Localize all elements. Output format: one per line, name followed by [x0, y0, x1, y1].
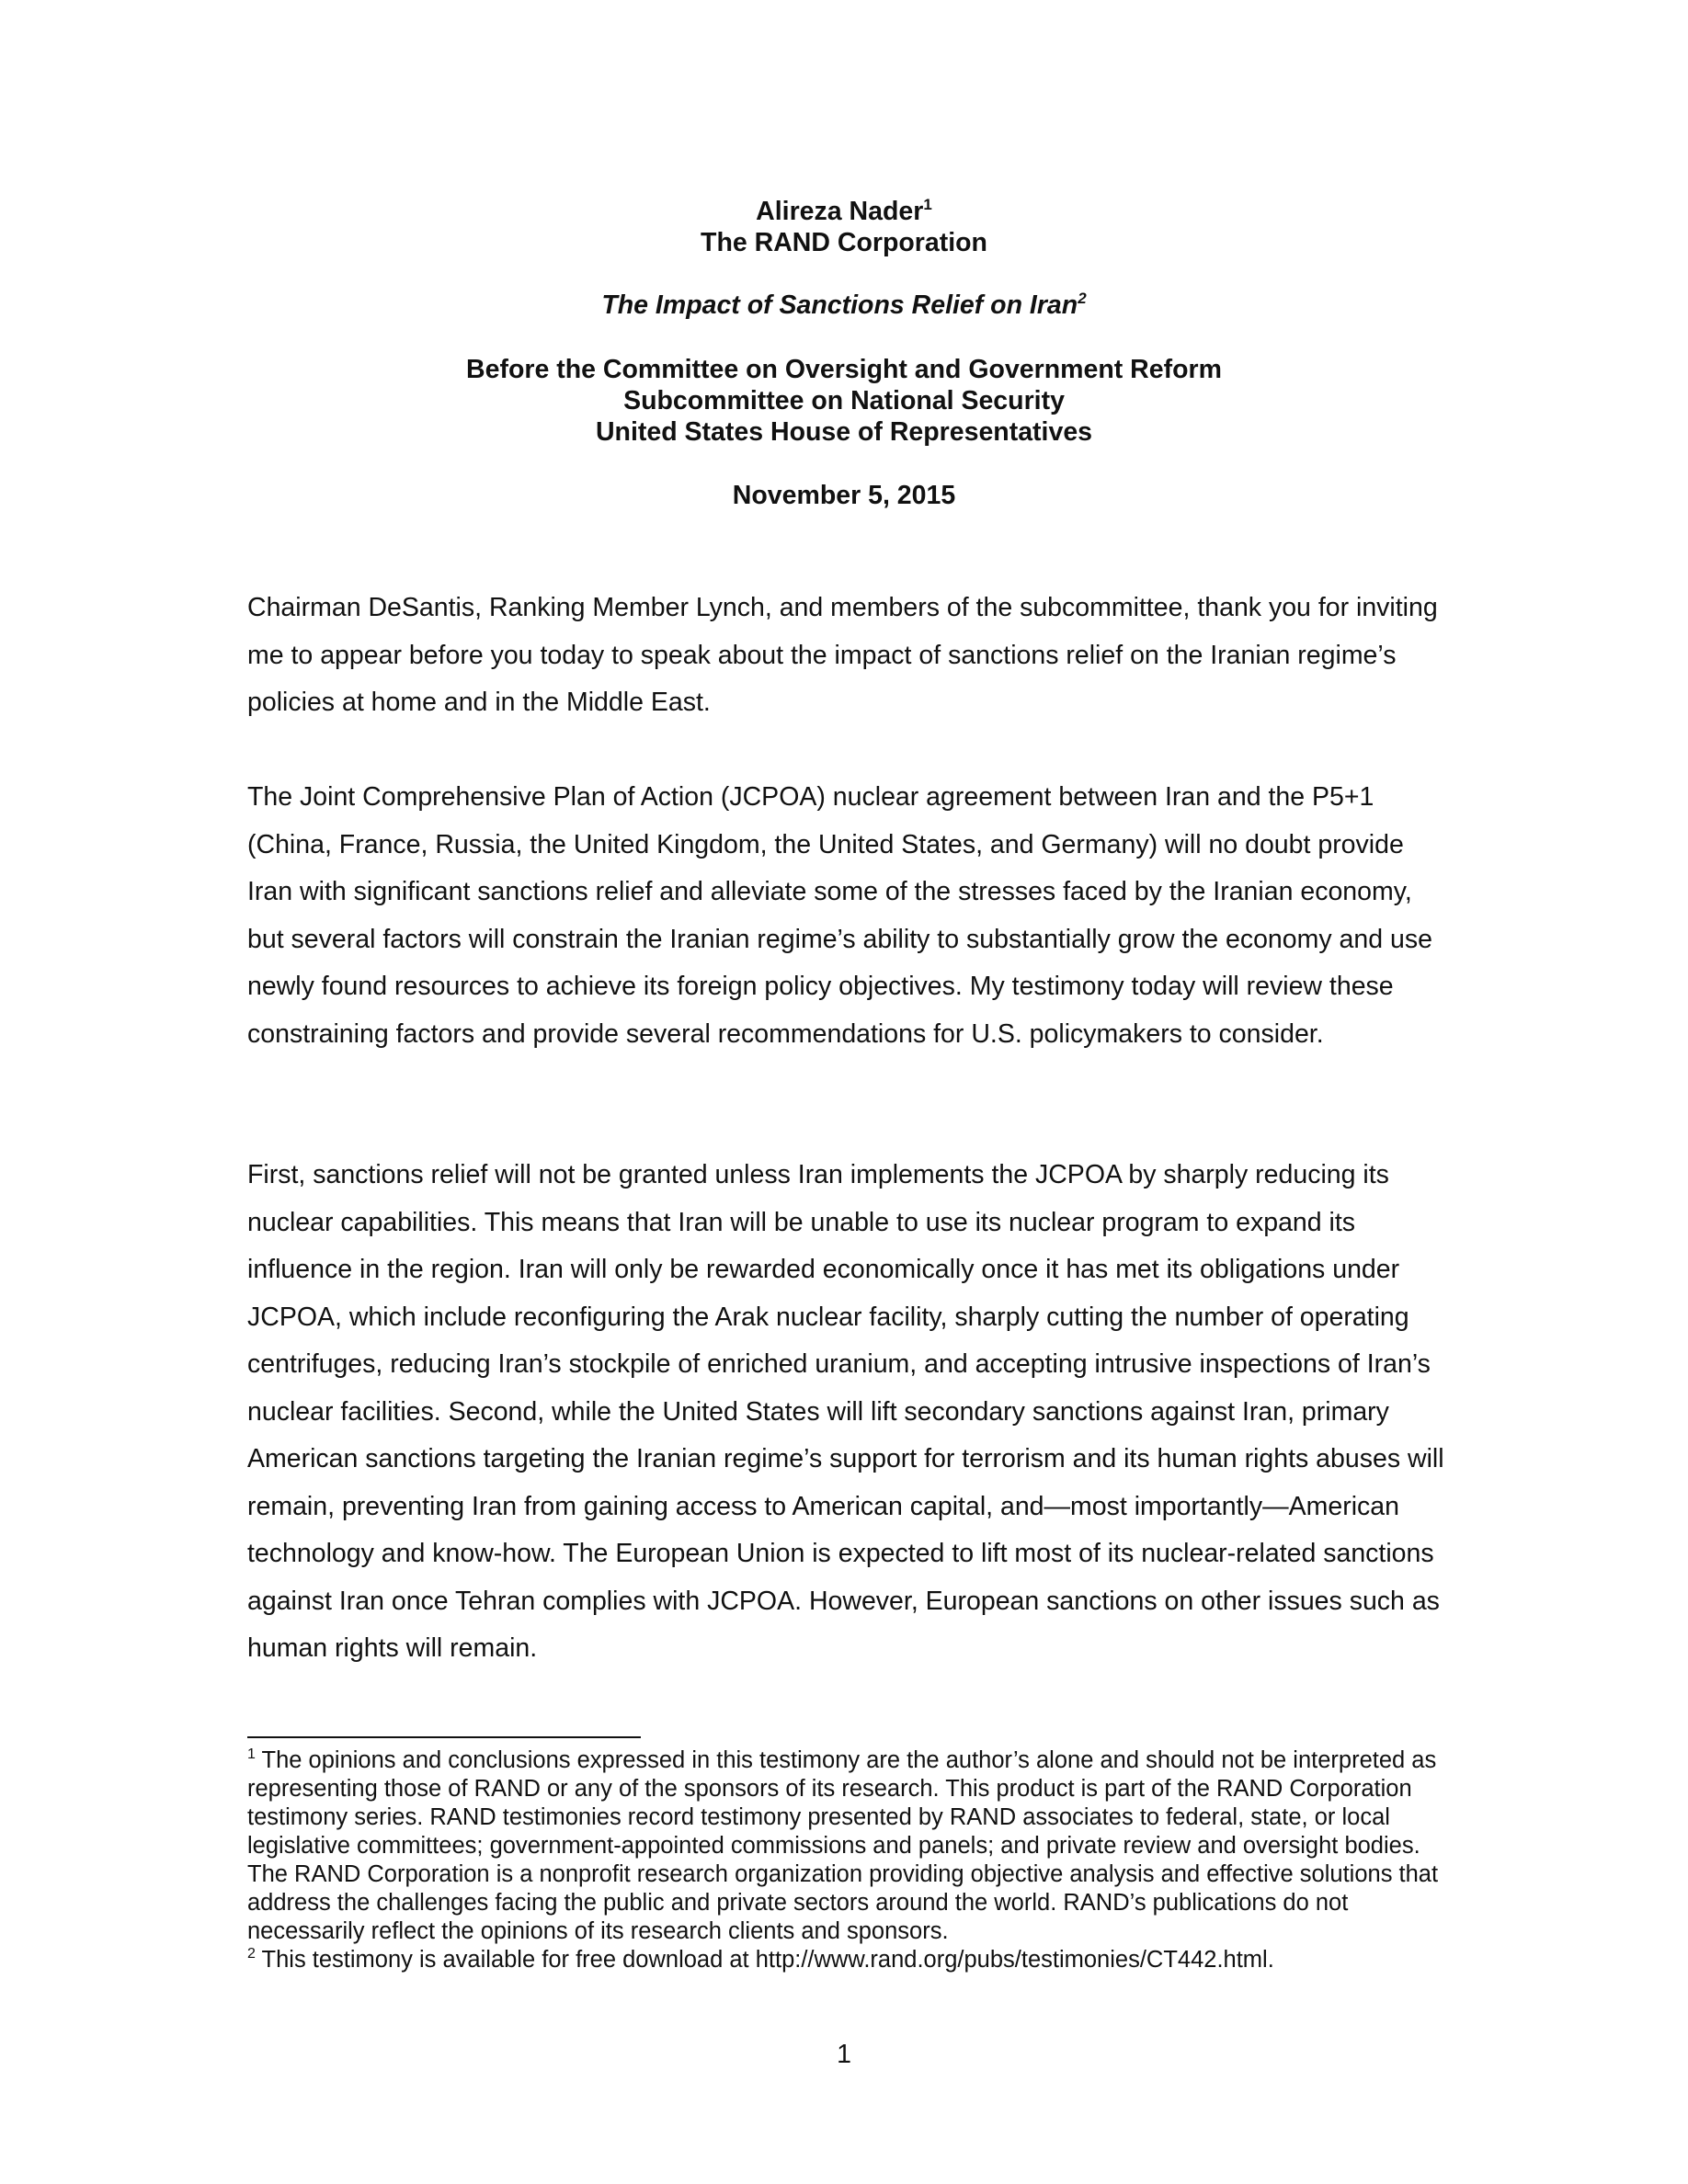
footnote-1-text: The opinions and conclusions expressed in this testimony are the author’s alone and should not be interpreted as representing those of RAND or any of the sponsors of its research. This product is part of the RAND Corporation testimony series. RAND testimonies record testimony presented by RAND associates to federal, state, or local legislative committees; government-appointed commissions and panels; and private review and oversight bodies. The RAND Corporation is a nonprofit research organization providing objective analysis and effective solutions that address the challenges facing the public and private sectors around the world. RAND’s publications do not necessarily reflect the opinions of its research clients and sponsors.: [247, 1747, 1439, 1944]
page-number: 1: [837, 2040, 851, 2069]
body-paragraph-2: The Joint Comprehensive Plan of Action (JCPOA) nuclear agreement between Iran and the P5+1 (China, France, Russia, the United Kingdom, the United States, and Germany) will no doubt provide Iran with significant sanctions relief and alleviate some of the stresses faced by the Iranian economy, but several factors will constrain the Iranian regime’s ability to substantially grow the economy and use newly found resources to achieve its foreign policy objectives. My testimony today will review these constraining factors and provide several recommendations for U.S. policymakers to consider.: [247, 782, 1432, 1049]
footnote-2-text: This testimony is available for free download at http://www.rand.org/pubs/testimonies/CT442.html.: [261, 1947, 1274, 1973]
venue-line-2: Subcommittee on National Security: [623, 386, 1065, 415]
author-name: Alireza Nader: [756, 197, 924, 226]
testimony-title: [0, 290, 1688, 321]
author-footnote-marker: 1: [923, 196, 932, 213]
footnote-1: [247, 1746, 1452, 1946]
footnote-1-marker: 1: [247, 1746, 256, 1762]
footnote-2-marker: 2: [247, 1946, 256, 1962]
footnotes: [247, 1746, 1452, 1974]
body-paragraph-1: Chairman DeSantis, Ranking Member Lynch, and members of the subcommittee, thank you for inviting me to appear before you today to speak about the impact of sanctions relief on the Iranian regime’s policies at home and in the Middle East.: [247, 593, 1438, 717]
footnote-separator: [247, 1736, 641, 1738]
body-paragraph-3: First, sanctions relief will not be granted unless Iran implements the JCPOA by sharply reducing its nuclear capabilities. This means that Iran will be unable to use its nuclear program to expand its influence in the region. Iran will only be rewarded economically once it has met its obligations under JCPOA, which include reconfiguring the Arak nuclear facility, sharply cutting the number of operating centrifuges, reducing Iran’s stockpile of enriched uranium, and accepting intrusive inspections of Iran’s nuclear facilities. Second, while the United States will lift secondary sanctions against Iran, primary American sanctions targeting the Iranian regime’s support for terrorism and its human rights abuses will remain, preventing Iran from gaining access to American capital, and—most importantly—American technology and know-how. The European Union is expected to lift most of its nuclear-related sanctions against Iran once Tehran complies with JCPOA. However, European sanctions on other issues such as human rights will remain.: [247, 1160, 1444, 1663]
testimony-date: November 5, 2015: [732, 481, 956, 510]
title-footnote-marker: 2: [1078, 290, 1087, 307]
venue-line-3: United States House of Representatives: [595, 417, 1093, 447]
organization-line: The RAND Corporation: [701, 228, 987, 257]
author-line: [0, 196, 1688, 227]
testimony-title-text: The Impact of Sanctions Relief on Iran: [601, 290, 1078, 320]
venue-line-1: Before the Committee on Oversight and Government Reform: [466, 355, 1222, 384]
footnote-2: [247, 1946, 1452, 1974]
